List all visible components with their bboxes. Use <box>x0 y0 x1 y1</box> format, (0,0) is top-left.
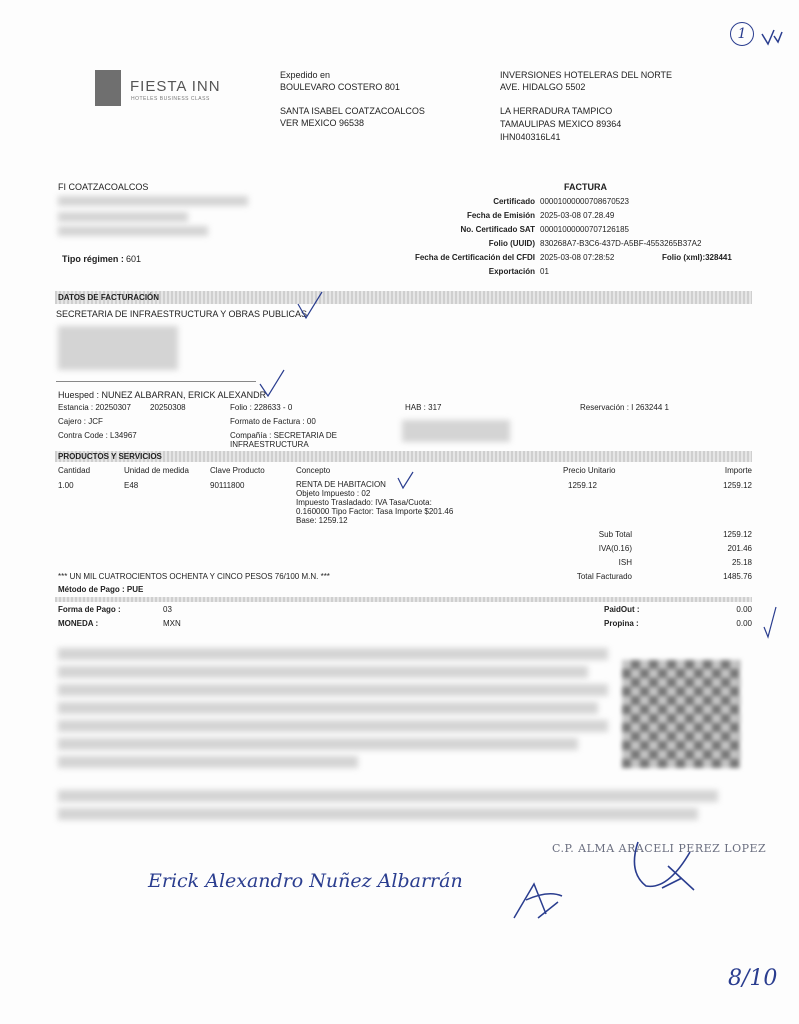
check-mark-icon <box>762 605 778 639</box>
cashier: Cajero : JCF <box>58 417 103 426</box>
total-label: IVA(0.16) <box>598 544 632 553</box>
folio-number: Folio : 228633 - 0 <box>230 403 293 412</box>
payment-form-value: 03 <box>163 605 172 614</box>
col-header-qty: Cantidad <box>58 466 91 475</box>
total-value: 1259.12 <box>723 530 752 539</box>
concept-line: Impuesto Trasladado: IVA Tasa/Cuota: <box>296 498 432 507</box>
check-mark-icon <box>760 26 784 46</box>
issuer-line: INVERSIONES HOTELERAS DEL NORTE <box>500 70 673 80</box>
brand-name: FIESTA INN <box>130 78 221 95</box>
issued-in-line: VER MEXICO 96538 <box>280 118 365 128</box>
redacted-block <box>58 720 608 732</box>
company-line: Compañía : SECRETARIA DE <box>230 431 337 440</box>
issued-in-line: SANTA ISABEL COATZACOALCOS <box>280 106 425 116</box>
concept-line: 0.160000 Tipo Factor: Tasa Importe $201.46 <box>296 507 454 516</box>
col-header-price: Precio Unitario <box>563 466 616 475</box>
field-value: 00001000000707126185 <box>540 225 629 234</box>
tip-value: 0.00 <box>736 619 752 628</box>
field-value: 01 <box>540 267 549 276</box>
issued-in-line: BOULEVARO COSTERO 801 <box>280 82 400 92</box>
guest-signature-name: Erick Alexandro Nuñez Albarrán <box>148 870 463 892</box>
amount-in-words: *** UN MIL CUATROCIENTOS OCHENTA Y CINCO PESOS 76/100 M.N. *** <box>58 572 330 581</box>
reservation-number: Reservación : I 263244 1 <box>580 403 669 412</box>
total-label: ISH <box>618 558 632 567</box>
redacted-block <box>58 648 608 660</box>
section-bar <box>55 597 752 602</box>
paidout-label: PaidOut : <box>604 605 640 614</box>
redacted-block <box>58 756 358 768</box>
invoice-format: Formato de Factura : 00 <box>230 417 316 426</box>
redacted-block <box>58 212 188 222</box>
payment-form-label: Forma de Pago : <box>58 605 121 614</box>
accountant-stamp: C.P. ALMA ARACELI PEREZ LOPEZ <box>552 842 767 855</box>
redacted-block <box>58 326 178 370</box>
total-label: Sub Total <box>598 530 632 539</box>
stay-end: 20250308 <box>150 403 186 412</box>
issued-in-label: Expedido en <box>280 70 331 80</box>
regimen-label: Tipo régimen : <box>62 254 124 264</box>
section-bar <box>55 291 752 304</box>
guest-name: Huesped : NUNEZ ALBARRAN, ERICK ALEXANDR <box>58 390 267 400</box>
currency-label: MONEDA : <box>58 619 99 628</box>
redacted-block <box>58 702 598 714</box>
signature-mark <box>628 832 698 892</box>
check-mark-icon <box>396 470 416 490</box>
divider <box>56 381 256 382</box>
paidout-value: 0.00 <box>736 605 752 614</box>
col-header-unit: Unidad de medida <box>124 466 189 475</box>
tip-label: Propina : <box>604 619 639 628</box>
fiesta-inn-logo <box>95 70 121 106</box>
concept-line: Base: 1259.12 <box>296 516 348 525</box>
billing-section-title: DATOS DE FACTURACIÓN <box>58 293 160 302</box>
row-unit: E48 <box>124 481 139 490</box>
issuer-line: IHN040316L41 <box>500 132 561 142</box>
check-mark-icon <box>258 368 288 398</box>
row-key: 90111800 <box>210 481 245 490</box>
stay-dates: Estancia : 20250307 <box>58 403 131 412</box>
col-header-key: Clave Producto <box>210 466 265 475</box>
redacted-block <box>58 808 698 820</box>
contra-code: Contra Code : L34967 <box>58 431 137 440</box>
products-section-title: PRODUCTOS Y SERVICIOS <box>58 452 162 461</box>
invoice-title: FACTURA <box>564 182 607 192</box>
signature-mark <box>508 878 568 922</box>
page-note-circle <box>730 22 754 46</box>
redacted-block <box>58 684 608 696</box>
redacted-block <box>402 420 510 442</box>
total-value: 25.18 <box>731 558 752 567</box>
field-value: 830268A7-B3C6-437D-A5BF-4553265B37A2 <box>540 239 702 248</box>
concept-line: RENTA DE HABITACION <box>296 480 386 489</box>
payment-method: Método de Pago : PUE <box>58 585 144 594</box>
brand-tagline: HOTELES BUSINESS CLASS <box>131 96 210 102</box>
row-qty: 1.00 <box>58 481 74 490</box>
redacted-block <box>58 738 578 750</box>
redacted-block <box>58 196 248 206</box>
redacted-block <box>58 226 208 236</box>
field-value: 2025-03-08 07:28:52 <box>540 253 615 262</box>
billing-company: SECRETARIA DE INFRAESTRUCTURA Y OBRAS PUBLICAS <box>56 309 308 319</box>
qr-code <box>622 660 740 768</box>
concept-line: Objeto Impuesto : 02 <box>296 489 371 498</box>
field-label: Folio (UUID) <box>488 239 535 248</box>
room-number: HAB : 317 <box>405 403 442 412</box>
branch-name: FI COATZACOALCOS <box>58 182 149 192</box>
currency-value: MXN <box>163 619 181 628</box>
field-value: 00001000000708670523 <box>540 197 629 206</box>
page-count: 8/10 <box>728 966 778 991</box>
page-note-number: 1 <box>737 26 747 42</box>
col-header-concept: Concepto <box>296 466 331 475</box>
redacted-block <box>58 666 588 678</box>
issuer-line: AVE. HIDALGO 5502 <box>500 82 586 92</box>
row-amount: 1259.12 <box>723 481 752 490</box>
row-unit-price: 1259.12 <box>568 481 597 490</box>
total-value: 201.46 <box>727 544 752 553</box>
col-header-amount: Importe <box>724 466 752 475</box>
redacted-block <box>58 790 718 802</box>
check-mark-icon <box>296 290 326 320</box>
company-line: INFRAESTRUCTURA <box>230 440 309 449</box>
field-label: Fecha de Emisión <box>466 211 535 220</box>
regimen-value: 601 <box>126 254 142 264</box>
issuer-line: TAMAULIPAS MEXICO 89364 <box>500 119 622 129</box>
folio-xml: Folio (xml):328441 <box>662 253 732 262</box>
field-value: 2025-03-08 07.28.49 <box>540 211 615 220</box>
total-label: Total Facturado <box>576 572 632 581</box>
field-label: Fecha de Certificación del CFDI <box>414 253 535 262</box>
field-label: Exportación <box>488 267 535 276</box>
field-label: Certificado <box>493 197 535 206</box>
field-label: No. Certificado SAT <box>460 225 535 234</box>
issuer-line: LA HERRADURA TAMPICO <box>500 106 613 116</box>
total-value: 1485.76 <box>723 572 752 581</box>
